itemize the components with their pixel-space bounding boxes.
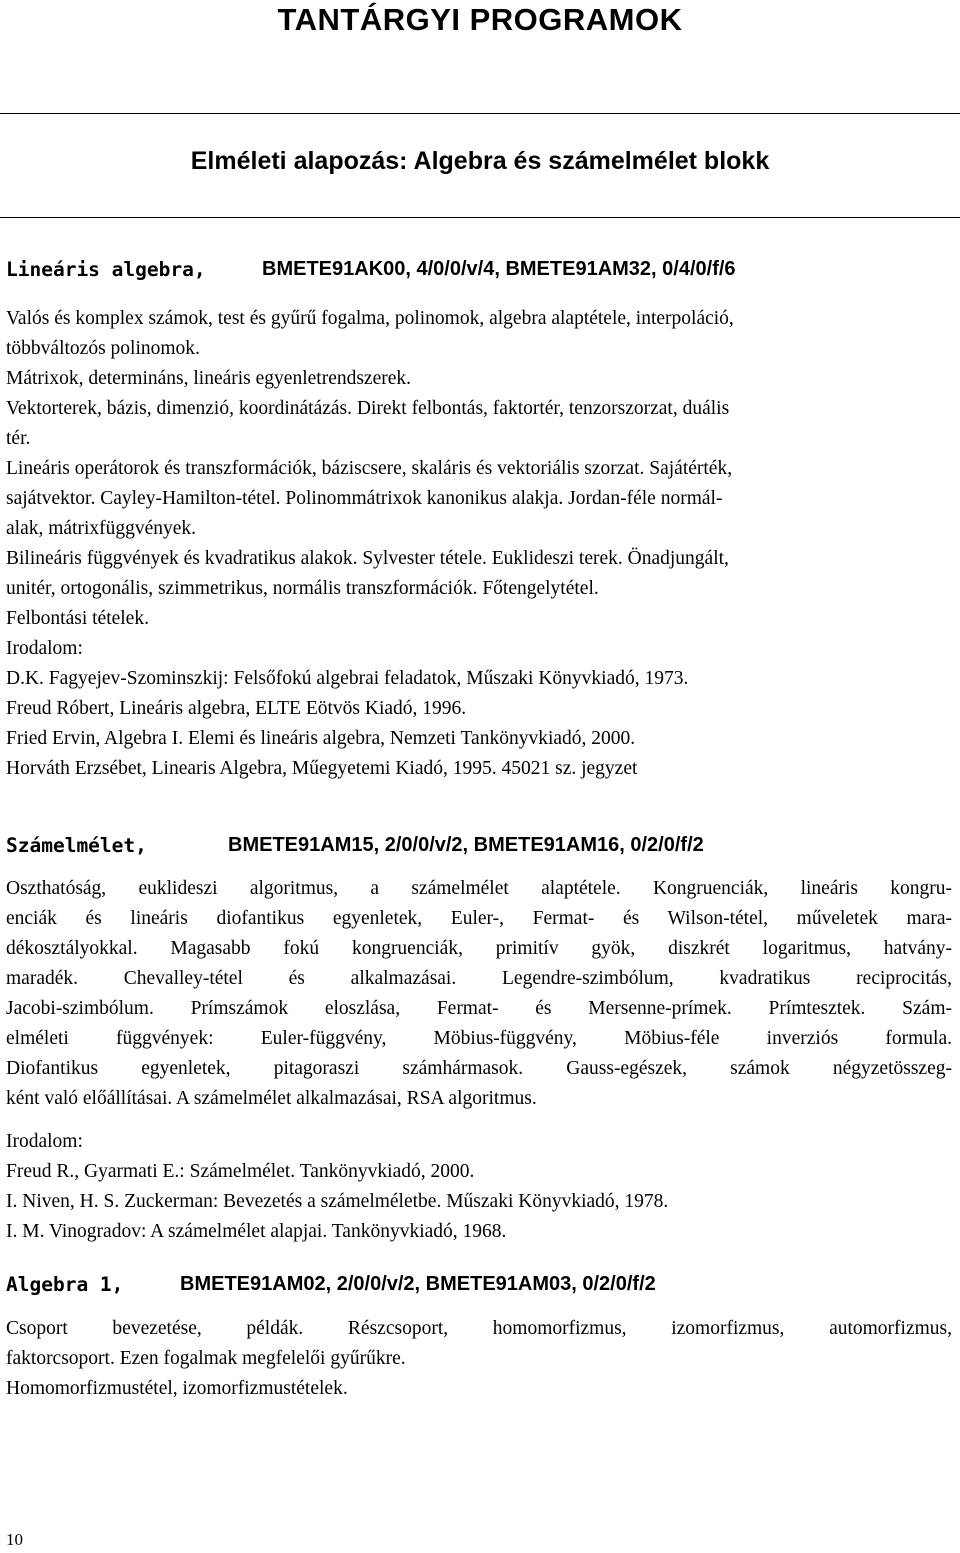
text-line: enciák és lineáris diofantikus egyenletek, Euler-, Fermat- és Wilson-tétel, műveletek mara- [6,908,952,929]
text-line: dékosztályokkal. Magasabb fokú kongruenciák, primitív gyök, diszkrét logaritmus, hatvány- [6,938,952,959]
course-description-number-theory [6,874,952,1114]
text-line: Diofantikus egyenletek, pitagoraszi számhármasok. Gauss-egészek, számok négyzetösszeg- [6,1058,952,1079]
literature-item: Fried Ervin, Algebra I. Elemi és lineáris algebra, Nemzeti Tankönyvkiadó, 2000. [6,728,636,749]
text-line: sajátvektor. Cayley-Hamilton-tétel. Polinommátrixok kanonikus alakja. Jordan-féle normál- [6,488,723,509]
text-line: unitér, ortogonális, szimmetrikus, normális transzformációk. Főtengelytétel. [6,578,599,599]
text-line: tér. [6,428,31,449]
course-heading-linear-algebra [6,258,952,281]
text-line: Felbontási tételek. [6,608,149,629]
text-line: Valós és komplex számok, test és gyűrű fogalma, polinomok, algebra alaptétele, interpoláció, [6,308,734,329]
course-description-linear-algebra [6,304,952,784]
course-name: Lineáris algebra, [6,258,206,281]
text-line: elméleti függvények: Euler-függvény, Möbius-függvény, Möbius-féle inverziós formula. [6,1028,952,1049]
text-line: alak, mátrixfüggvények. [6,518,197,539]
text-line: Vektorterek, bázis, dimenzió, koordinátázás. Direkt felbontás, faktortér, tenzorszorzat, duális [6,398,730,419]
page-number: 10 [6,1530,23,1549]
course-heading-number-theory [6,834,952,857]
block-title: Elméleti alapozás: Algebra és számelmélet blokk [190,147,770,175]
text-line: faktorcsoport. Ezen fogalmak megfelelői gyűrűkre. [6,1348,406,1369]
literature-item: D.K. Fagyejev-Szominszkij: Felsőfokú algebrai feladatok, Műszaki Könyvkiadó, 1973. [6,668,689,689]
literature-item: Freud Róbert, Lineáris algebra, ELTE Eötvös Kiadó, 1996. [6,698,467,719]
text-line: Mátrixok, determináns, lineáris egyenletrendszerek. [6,368,412,389]
page-title: TANTÁRGYI PROGRAMOK [277,2,683,37]
course-codes: BMETE91AM15, 2/0/0/v/2, BMETE91AM16, 0/2/0/f/2 [228,834,704,856]
course-name: Számelmélet, [6,834,147,857]
literature-number-theory [6,1127,952,1247]
course-codes-text: BMETE91AK00, 4/0/0/v/4, BMETE91AM32, 0/4/0/f/6 [262,258,736,280]
text-line: Homomorfizmustétel, izomorfizmustételek. [6,1378,348,1399]
text-line: ként való előállításai. A számelmélet alkalmazásai, RSA algoritmus. [6,1088,537,1109]
text-line: Jacobi-szimbólum. Prímszámok eloszlása, Fermat- és Mersenne-prímek. Prímtesztek. Szám- [6,998,952,1019]
text-line: Oszthatóság, euklideszi algoritmus, a számelmélet alaptétele. Kongruenciák, lineáris kongru- [6,878,952,899]
literature-item: Horváth Erzsébet, Linearis Algebra, Műegyetemi Kiadó, 1995. 45021 sz. jegyzet [6,758,638,779]
course-codes: BMETE91AM02, 2/0/0/v/2, BMETE91AM03, 0/2/0/f/2 [180,1273,656,1295]
text-line: Lineáris operátorok és transzformációk, báziscsere, skaláris és vektoriális szorzat. Sajátérték, [6,458,733,479]
literature-item: I. M. Vinogradov: A számelmélet alapjai. Tankönyvkiadó, 1968. [6,1221,507,1242]
literature-item: I. Niven, H. S. Zuckerman: Bevezetés a számelméletbe. Műszaki Könyvkiadó, 1978. [6,1191,669,1212]
literature-label: Irodalom: [6,1131,83,1152]
title-divider [0,113,960,114]
course-description-algebra-1 [6,1314,952,1404]
literature-item: Freud R., Gyarmati E.: Számelmélet. Tankönyvkiadó, 2000. [6,1161,475,1182]
block-divider [0,217,960,218]
text-line: Bilineáris függvények és kvadratikus alakok. Sylvester tétele. Euklideszi terek. Önadjungált, [6,548,729,569]
text-line: maradék. Chevalley-tétel és alkalmazásai. Legendre-szimbólum, kvadratikus reciprocitás, [6,968,952,989]
course-name: Algebra 1, [6,1273,124,1296]
course-codes [262,258,952,281]
text-line: Csoport bevezetése, példák. Részcsoport, homomorfizmus, izomorfizmus, automorfizmus, [6,1318,952,1339]
literature-label: Irodalom: [6,638,83,659]
text-line: többváltozós polinomok. [6,338,200,359]
course-heading-algebra-1 [6,1273,952,1296]
